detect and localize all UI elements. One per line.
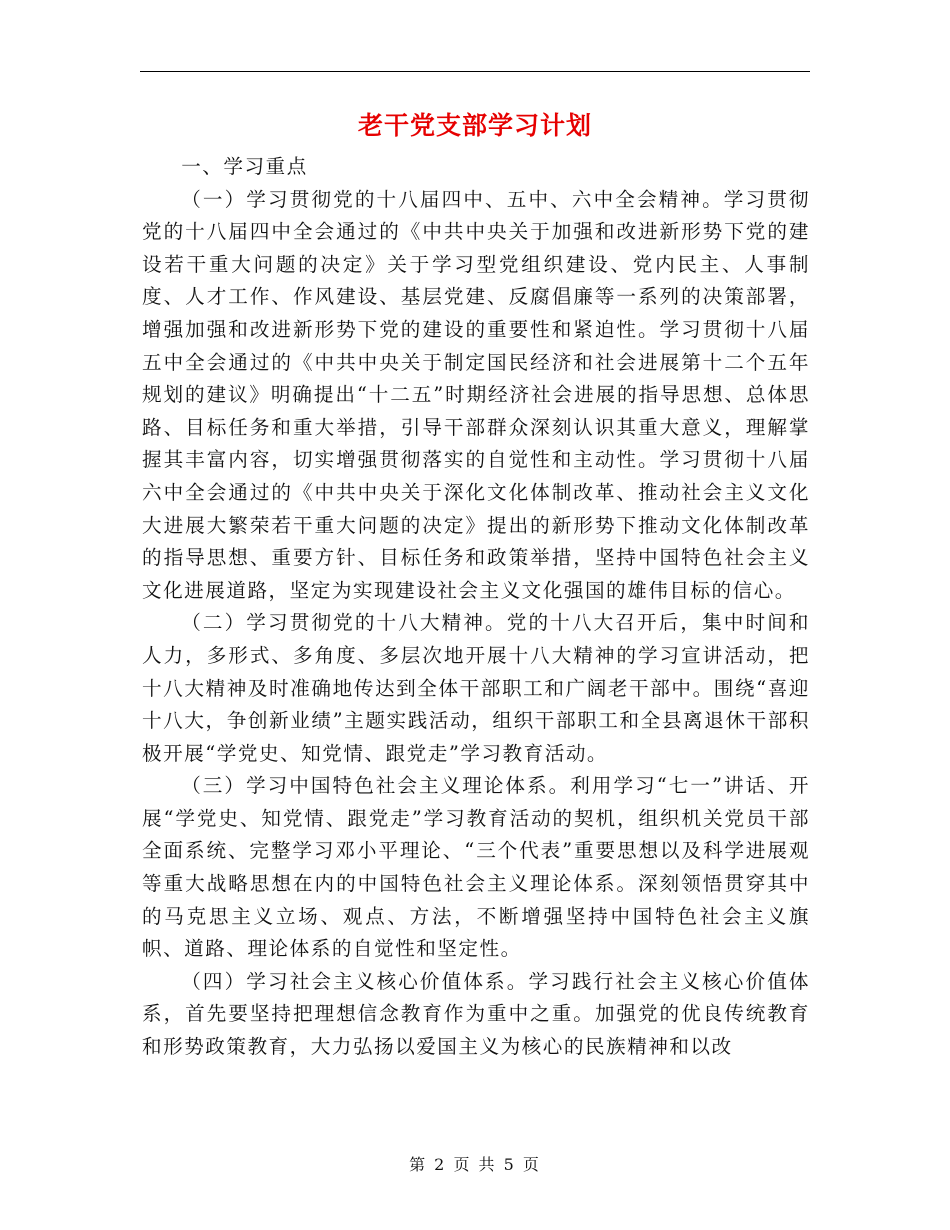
page-number: 第 2 页 共 5 页 <box>409 1155 541 1174</box>
paragraph-3: （三）学习中国特色社会主义理论体系。利用学习“七一”讲话、开展“学党史、知党情、跟党走”学习教育活动的契机，组织机关党员干部全面系统、完整学习邓小平理论、“三个代表”重要思想以及科学进展观等重大战略思想在内的中国特色社会主义理论体系。深刻领悟贯穿其中的马克思主义立场、观点、方法，不断增强坚持中国特色社会主义旗帜、道路、理论体系的自觉性和坚定性。 <box>142 774 810 961</box>
section-heading: 一、学习重点 <box>181 155 308 178</box>
document-title: 老干党支部学习计划 <box>357 111 592 140</box>
document-body <box>142 151 810 1064</box>
paragraph-4: （四）学习社会主义核心价值体系。学习践行社会主义核心价值体系，首先要坚持把理想信念教育作为重中之重。加强党的优良传统教育和形势政策教育，大力弘扬以爱国主义为核心的民族精神和以改 <box>142 969 810 1059</box>
header-rule <box>140 71 810 72</box>
paragraph-2: （二）学习贯彻党的十八大精神。党的十八大召开后，集中时间和人力，多形式、多角度、多层次地开展十八大精神的学习宣讲活动，把十八大精神及时准确地传达到全体干部职工和广阔老干部中。围绕“喜迎十八大，争创新业绩”主题实践活动，组织干部职工和全县离退休干部积极开展“学党史、知党情、跟党走”学习教育活动。 <box>142 611 810 765</box>
paragraph-1: （一）学习贯彻党的十八届四中、五中、六中全会精神。学习贯彻党的十八届四中全会通过的《中共中央关于加强和改进新形势下党的建设若干重大问题的决定》关于学习型党组织建设、党内民主、人事制度、人才工作、作风建设、基层党建、反腐倡廉等一系列的决策部署，增强加强和改进新形势下党的建设的重要性和紧迫性。学习贯彻十八届五中全会通过的《中共中央关于制定国民经济和社会进展第十二个五年规划的建议》明确提出“十二五”时期经济社会进展的指导思想、总体思路、目标任务和重大举措，引导干部群众深刻认识其重大意义，理解掌握其丰富内容，切实增强贯彻落实的自觉性和主动性。学习贯彻十八届六中全会通过的《中共中央关于深化文化体制改革、推动社会主义文化大进展大繁荣若干重大问题的决定》提出的新形势下推动文化体制改革的指导思想、重要方针、目标任务和政策举措，坚持中国特色社会主义文化进展道路，坚定为实现建设社会主义文化强国的雄伟目标的信心。 <box>142 187 810 602</box>
